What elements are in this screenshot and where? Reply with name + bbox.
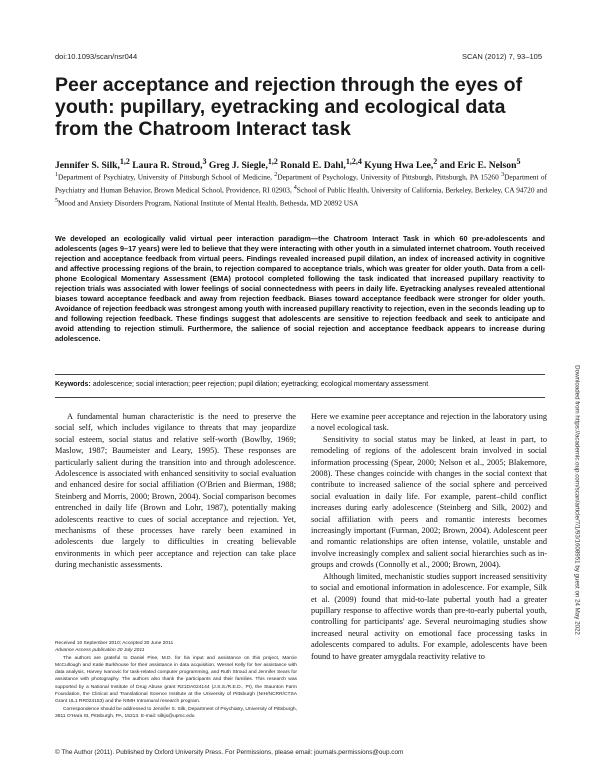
body-column-right — [311, 411, 547, 662]
keywords-bottom-rule — [55, 397, 545, 398]
advance-access: Advance Access publication 20 July 2011 — [55, 648, 145, 654]
keywords — [55, 380, 545, 390]
body-paragraph: A fundamental human characteristic is the need to preserve the social self, which includes vigilance to threats that may jeopardize social esteem, social status and relative self-worth (Bowlby, 1969; Maslow, 1987; Baumeister and Leary, 1995). These responses are particularly salient during the transition into and through adolescence. Adolescence is associated with enhanced sensitivity to social evaluation and enhanced desire for social affiliation (O'Brien and Bierman, 1988; Steinberg and Morris, 2000; Brown, 2004). Social comparison becomes entrenched in daily life (Brown and Lohr, 1987), potentially making adolescents reactive to cues of social acceptance and rejection. Yet, mechanisms of these processes have rarely been examined in adolescents due largely to difficulties in creating believable environments in which peer acceptance and rejection can take place during mechanistic assessments. — [55, 412, 296, 570]
download-sidebar-text: Downloaded from https://academic.oup.com/scan/article/7/1/93/1608951 by guest on 24 May 2022 — [573, 365, 581, 635]
paper-title: Peer acceptance and rejection through the eyes of youth: pupillary, eyetracking and ecological data from the Chatroom Interact task — [55, 74, 523, 140]
abstract: We developed an ecologically valid virtual peer interaction paradigm—the Chatroom Interact Task in which 60 pre-adolescents and adolescents (ages 9–17 years) were led to believe that they were interacting with other youth in a simulated internet chatroom. Youth received rejection and acceptance feedback from virtual peers. Findings revealed increased pupil dilation, an index of increased activity in cognitive and affective processing regions of the brain, to rejection compared to acceptance trials, which was greater for older youth. Data from a cell-phone Ecological Momentary Assessment (EMA) protocol completed following the task indicated that increased pupillary reactivity to rejection trials was associated with lower feelings of social connectedness with peers in daily life. Eyetracking analyses revealed attentional biases toward acceptance feedback and away from rejection feedback. Biases toward acceptance feedback were stronger for older youth. Avoidance of rejection feedback was strongest among youth with increased pupillary reactivity to rejection, even in the seconds leading up to and following rejection feedback. These findings suggest that adolescents are sensitive to rejection feedback and seek to anticipate and avoid attending to rejection stimuli. Furthermore, the salience of social rejection and acceptance feedback appears to increase during adolescence. — [55, 234, 545, 343]
acknowledgements: The authors are grateful to Daniel Pine, M.D. for his input and assistance on this project, Marcie McCullough and Katie Burkhouse for their assistance in data acquisition, Wessel Kelly for her assistance with data analysis, Harvey Ivanovic for task-related computer programming, and Ruth Stroud and Jennifer Sears for assistance with photography. The authors also thank the participants and their families. This research was supported by a National Institute of Drug Abuse grant R21DA024144 (J.S.S./R.E.D., PI), the Staunton Farm Foundation, the Clinical and Translational Science Institute at the University of Pittsburgh (NIH/NCRR/CTSA Grant UL1 RR024153) and the NIMH Intramural research program. — [55, 655, 297, 705]
keywords-label: Keywords: — [55, 381, 91, 388]
body-paragraph: Although limited, mechanistic studies support increased sensitivity to social and emotional information in adolescence. For example, Silk et al. (2009) found that mid-to-late pubertal youth had a greater pupillary response to affective words than pre-to-early pubertal youth, controlling for participants' age. Several neuroimaging studies show increased neural activity on emotional face processing tasks in adolescents compared to adults. For example, adolescents have been found to have greater amygdala reactivity relative to — [311, 571, 547, 661]
journal-citation: SCAN (2012) 7, 93–105 — [461, 52, 542, 61]
keywords-top-rule — [55, 374, 545, 375]
body-paragraph: Here we examine peer acceptance and rejection in the laboratory using a novel ecological task. — [311, 412, 547, 433]
doi-label: doi:10.1093/scan/nsr044 — [55, 52, 138, 61]
correspondence: Correspondence should be addressed to Jennifer S. Silk, Department of Psychiatry, University of Pittsburgh, 3811 O'Hara St, Pittsburgh, PA, 15213. E-mail: silkjs@upmc.edu — [55, 706, 297, 719]
body-column-left — [55, 411, 296, 571]
affiliations: $^1$Department of Psychiatry, University of Pittsburgh School of Medicine, $^2$Department of Psychology, University of Pittsburgh, Pittsburgh, PA 15260 $^3$Department of Psychiatry and Human Behavior, Brown Medical School, Providence, RI 02903, $^4$School of Public Health, University of California, Berkeley, Berkeley, CA 94720 and $^5$Mood and Anxiety Disorders Program, National Institute of Mental Health, Bethesda, MD 20892 USA — [55, 172, 547, 208]
author-list: Jennifer S. Silk,$^{1,2}$ Laura R. Stroud,$^3$ Greg J. Siegle,$^{1,2}$ Ronald E. Dahl,$^{1,2,4}$ Kyung Hwa Lee,$^2$ and Eric E. Nelson$^5$ — [55, 157, 521, 172]
keywords-text: adolescence; social interaction; peer rejection; pupil dilation; eyetracking; ecological momentary assessment — [92, 381, 429, 388]
article-notes — [55, 640, 297, 720]
copyright-footer: © The Author (2011). Published by Oxford University Press. For Permissions, please email: journals.permissions@oup.com — [55, 749, 404, 756]
received-date: Received 10 September 2010; Accepted 30 June 2011 — [55, 641, 174, 646]
body-paragraph: Sensitivity to social status may be linked, at least in part, to remodeling of regions of the adolescent brain involved in social information processing (Spear, 2000; Nelson et al., 2005; Blakemore, 2008). These changes coincide with changes in the social context that contribute to increased salience of the social sphere and perceived social evaluation in daily life. For example, parent–child conflict increases during early adolescence (Steinberg and Silk, 2002) and social affiliation with peers and romantic interests becomes increasingly important (Furman, 2002; Brown, 2004). Adolescent peer and romantic relationships are often intense, volatile, unstable and involve increasingly complex and salient social hierarchies such as in-groups and crowds (Connolly et al., 2000; Brown, 2004). — [311, 434, 547, 570]
